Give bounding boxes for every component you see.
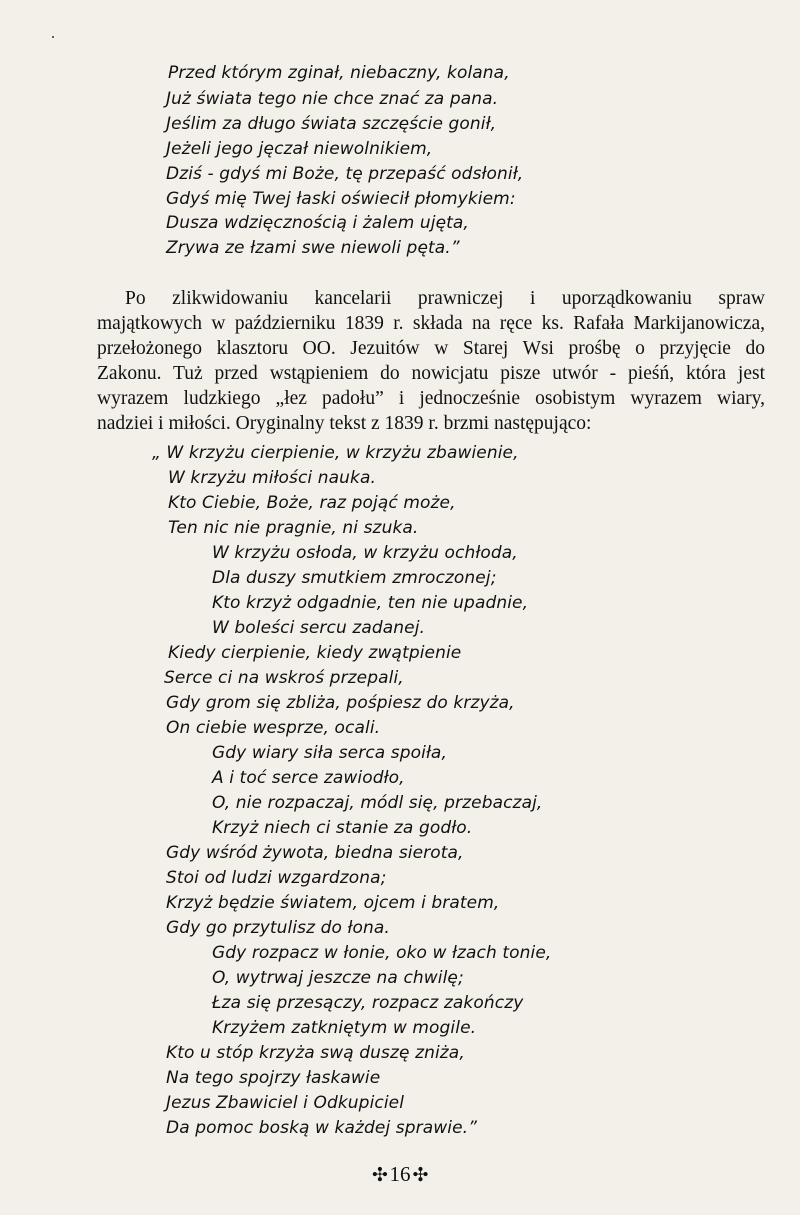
paragraph-line: przełożonego klasztoru OO. Jezuitów w Starej Wsi prośbę o przyjęcie do — [97, 338, 765, 359]
stanza-line: Dusza wdzięcznością i żalem ujęta, — [166, 213, 469, 233]
paragraph-line: Po zlikwidowaniu kancelarii prawniczej i uporządkowaniu spraw — [125, 288, 765, 309]
page-number-value: 16 — [389, 1162, 411, 1186]
poem-line: Gdy rozpacz w łonie, oko w łzach tonie, — [212, 943, 552, 963]
poem-line: Jezus Zbawiciel i Odkupiciel — [166, 1093, 405, 1113]
poem-line: Na tego spojrzy łaskawie — [166, 1068, 381, 1088]
stanza-line: Jeżeli jego jęczał niewolnikiem, — [166, 139, 433, 159]
ornament-icon: ✣ — [412, 1165, 429, 1186]
poem-line: Kto Ciebie, Boże, raz pojąć może, — [168, 493, 456, 513]
poem-line: W krzyżu osłoda, w krzyżu ochłoda, — [212, 543, 518, 563]
paragraph-line: wyrazem ludzkiego „łez padołu” i jednocześnie osobistym wyrazem wiary, — [97, 388, 765, 409]
poem-line: O, wytrwaj jeszcze na chwilę; — [212, 968, 464, 988]
poem-line: „ W krzyżu cierpienie, w krzyżu zbawienie, — [152, 443, 519, 463]
poem-line: Kiedy cierpienie, kiedy zwątpienie — [168, 643, 462, 663]
stanza-line: Jeślim za długo świata szczęście gonił, — [166, 114, 497, 134]
paragraph-line: Zakonu. Tuż przed wstąpieniem do nowicjatu pisze utwór - pieśń, która jest — [97, 363, 765, 384]
poem-line: Gdy wiary siła serca spoiła, — [212, 743, 447, 763]
poem-line: Ten nic nie pragnie, ni szuka. — [168, 518, 419, 538]
poem-line: O, nie rozpaczaj, módl się, przebaczaj, — [212, 793, 543, 813]
poem-line: Gdy grom się zbliża, pośpiesz do krzyża, — [166, 693, 515, 713]
poem-line: A i toć serce zawiodło, — [212, 768, 405, 788]
poem-line: W krzyżu miłości nauka. — [168, 468, 376, 488]
poem-line: Krzyż będzie światem, ojcem i bratem, — [166, 893, 500, 913]
poem-line: Kto krzyż odgadnie, ten nie upadnie, — [212, 593, 529, 613]
poem-line: Stoi od ludzi wzgardzona; — [166, 868, 387, 888]
paragraph-line: nadziei i miłości. Oryginalny tekst z 1839 r. brzmi następująco: — [97, 413, 592, 434]
stanza-line: Dziś - gdyś mi Boże, tę przepaść odsłonił, — [166, 164, 524, 184]
ornament-icon: ✣ — [371, 1165, 388, 1186]
poem-line: W boleści sercu zadanej. — [212, 618, 426, 638]
poem-line: Krzyżem zatkniętym w mogile. — [212, 1018, 477, 1038]
stanza-line: Przed którym zginał, niebaczny, kolana, — [168, 63, 510, 83]
stanza-line: Zrywa ze łzami swe niewoli pęta.” — [166, 238, 460, 258]
poem-line: Kto u stóp krzyża swą duszę zniża, — [166, 1043, 465, 1063]
page-number — [0, 1161, 800, 1189]
poem-line: On ciebie wesprze, ocali. — [166, 718, 381, 738]
poem-line: Gdy wśród żywota, biedna sierota, — [166, 843, 464, 863]
stanza-line: Już świata tego nie chce znać za pana. — [166, 89, 499, 109]
page-speck — [52, 36, 54, 38]
body-paragraph — [97, 286, 765, 436]
poem-line: Łza się przesączy, rozpacz zakończy — [212, 993, 524, 1013]
poem-line: Dla duszy smutkiem zmroczonej; — [212, 568, 497, 588]
paragraph-line: majątkowych w październiku 1839 r. składa na ręce ks. Rafała Markijanowicza, — [97, 313, 765, 334]
poem-line: Serce ci na wskroś przepali, — [164, 668, 404, 688]
poem-line: Krzyż niech ci stanie za godło. — [212, 818, 473, 838]
poem-line: Gdy go przytulisz do łona. — [166, 918, 390, 938]
stanza-line: Gdyś mię Twej łaski oświecił płomykiem: — [166, 189, 516, 209]
poem-line: Da pomoc boską w każdej sprawie.” — [166, 1118, 478, 1138]
